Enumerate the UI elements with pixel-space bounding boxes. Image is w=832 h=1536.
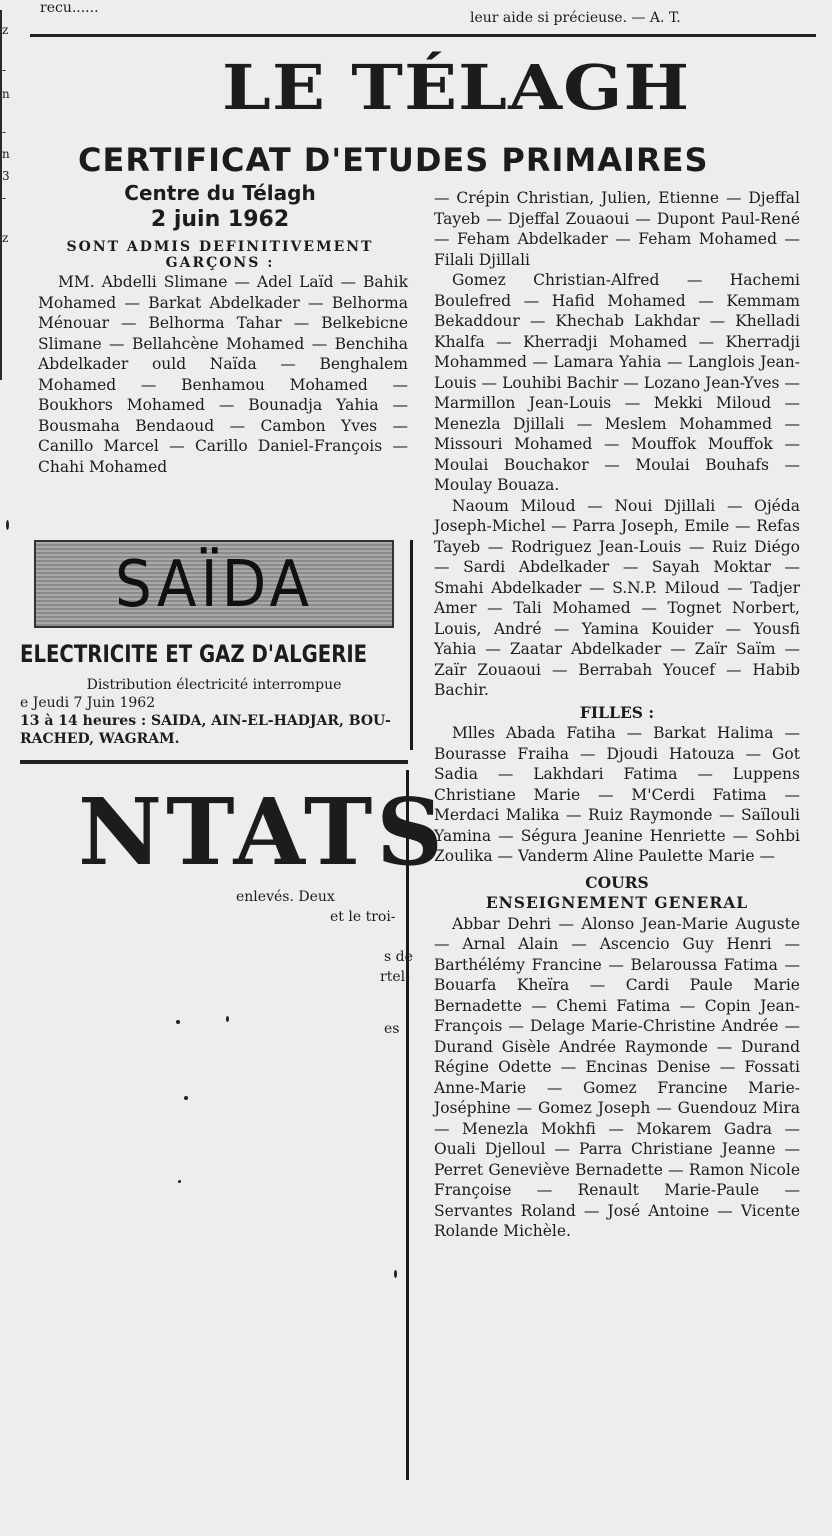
margin-fragment: - — [2, 125, 7, 139]
egda-line: 13 à 14 heures : SAIDA, AIN-EL-HADJAR, BOU-RACHED, WAGRAM. — [20, 713, 391, 747]
top-rule — [30, 34, 816, 37]
enseignement-heading: ENSEIGNEMENT GENERAL — [485, 893, 749, 912]
centre-heading: Centre du Télagh — [124, 181, 316, 205]
cours-list: Abbar Dehri — Alonso Jean-Marie Auguste — Arnal Alain — Ascencio Guy Henri — Barthélémy Francine — Belaroussa Fatima — Bouarfa Kheïra — Cardi Paule Marie Bernadette — Chemi Fatima — Copin Jean-François — Delage Marie-Christine Andrée — Durand Gisèle Andrée Raymonde — Durand Régine Odette — Encinas Denise — Fossati Anne-Marie — Gomez Francine Marie-Joséphine — Gomez Joseph — Guendouz Mira — Menezla Mokhfi — Mokarem Gadra — Ouali Djelloul — Parra Christiane Jeanne — Perret Geneviève Bernadette — Ramon Nicole Françoise — Renault Marie-Paule — Servantes Roland — José Antoine — Vicente Rolande Michèle. — [434, 914, 800, 1240]
margin-fragment: - — [2, 63, 7, 77]
clipped-text-fragment: s de — [384, 949, 413, 965]
admis-heading: SONT ADMIS DEFINITIVEMENT — [66, 239, 374, 255]
margin-fragment: n — [2, 147, 10, 161]
margin-fragment: z — [2, 231, 9, 245]
left-column-names — [38, 272, 408, 477]
boys-list-part-4: Naoum Miloud — Noui Djillali — Ojéda Joseph-Michel — Parra Joseph, Emile — Refas Tayeb — Rodriguez Jean-Louis — Ruiz Diégo — Sardi Abdelkader — Sayah Moktar — Smahi Abdelkader — S.N.P. Miloud — Tadjer Amer — Tali Mohamed — Tognet Norbert, Louis, André — Yamina Kouider — Yousfi Yahia — Zaatar Abdelkader — Zaïr Saïm — Zaïr Zouaoui — Berrabah Youcef — Habib Bachir. — [434, 496, 800, 699]
partial-headline: NTATS — [78, 778, 447, 886]
clipped-text-fragment: et le troi- — [330, 909, 396, 925]
egda-line: Distribution électricité interrompue — [86, 677, 342, 693]
margin-fragment: n — [2, 87, 10, 101]
boys-list-part-2: — Crépin Christian, Julien, Etienne — Djeffal Tayeb — Djeffal Zouaoui — Dupont Paul-René — Feham Abdelkader — Feham Mohamed — Filali Djillali — [434, 189, 800, 269]
saida-banner-text: SAÏDA — [115, 546, 313, 622]
print-speck — [226, 1016, 229, 1022]
section-rule — [20, 760, 408, 764]
right-column-names — [434, 188, 800, 1242]
top-strip — [40, 0, 820, 30]
top-left-fragment: recu...... — [40, 0, 99, 16]
clipped-text-fragment: enlevés. Deux — [236, 889, 335, 905]
margin-fragment: z — [2, 23, 9, 37]
boys-list-part-3: Gomez Christian-Alfred — Hachemi Boulefred — Hafid Mohamed — Kemmam Bekaddour — Khechab Lakhdar — Khelladi Khalfa — Kherradji Mohamed — Kherradji Mohammed — Lamara Yahia — Langlois Jean-Louis — Louhibi Bachir — Lozano Jean-Yves — Marmillon Jean-Louis — Mekki Miloud — Menezla Djillali — Meslem Mohammed — Missouri Mohamed — Mouffok Mouffok — Moulai Bouchakor — Moulai Bouhafs — Moulay Bouaza. — [434, 271, 800, 494]
print-speck — [184, 1096, 188, 1100]
filles-heading: FILLES : — [579, 702, 655, 722]
masthead-title: LE TÉLAGH — [222, 51, 691, 124]
clipped-text-fragment: rtel- — [380, 969, 410, 985]
clipped-text-fragment: es — [384, 1021, 400, 1037]
saida-banner — [34, 540, 394, 628]
column-divider — [410, 540, 413, 750]
print-speck — [6, 520, 9, 530]
print-speck — [176, 1020, 180, 1024]
egda-line: e Jeudi 7 Juin 1962 — [20, 695, 156, 711]
margin-fragment: - — [2, 191, 7, 205]
cours-heading: COURS — [585, 872, 649, 892]
print-speck — [178, 1180, 181, 1183]
boys-list-part-1: MM. Abdelli Slimane — Adel Laïd — Bahik Mohamed — Barkat Abdelkader — Belhorma Ménouar — Belhorma Tahar — Belkebicne Slimane — Bellahcène Mohamed — Benchiha Abdelkader ould Naïda — Benghalem Mohamed — Benhamou Mohamed — Boukhors Mohamed — Bounadja Yahia — Bousmaha Bendaoud — Cambon Yves — Canillo Marcel — Carillo Daniel-François — Chahi Mohamed — [38, 273, 408, 476]
egda-notice — [20, 676, 408, 748]
margin-fragment: 3 — [2, 169, 10, 183]
garcons-heading: GARÇONS : — [165, 255, 275, 271]
print-speck — [394, 1270, 397, 1278]
top-right-fragment: leur aide si précieuse. — A. T. — [470, 10, 681, 26]
date-heading: 2 juin 1962 — [150, 207, 290, 232]
girls-list: Mlles Abada Fatiha — Barkat Halima — Bourasse Fraiha — Djoudi Hatouza — Got Sadia — Lakhdari Fatima — Luppens Christiane Marie — M'Cerdi Fatima — Merdaci Malika — Ruiz Raymonde — Saïlouli Yamina — Ségura Jeanine Henriette — Sohbi Zoulika — Vanderm Aline Paulette Marie — — [434, 724, 800, 865]
egda-heading: ELECTRICITE ET GAZ D'ALGERIE — [20, 640, 368, 668]
article-subtitle: CERTIFICAT D'ETUDES PRIMAIRES — [78, 141, 709, 179]
